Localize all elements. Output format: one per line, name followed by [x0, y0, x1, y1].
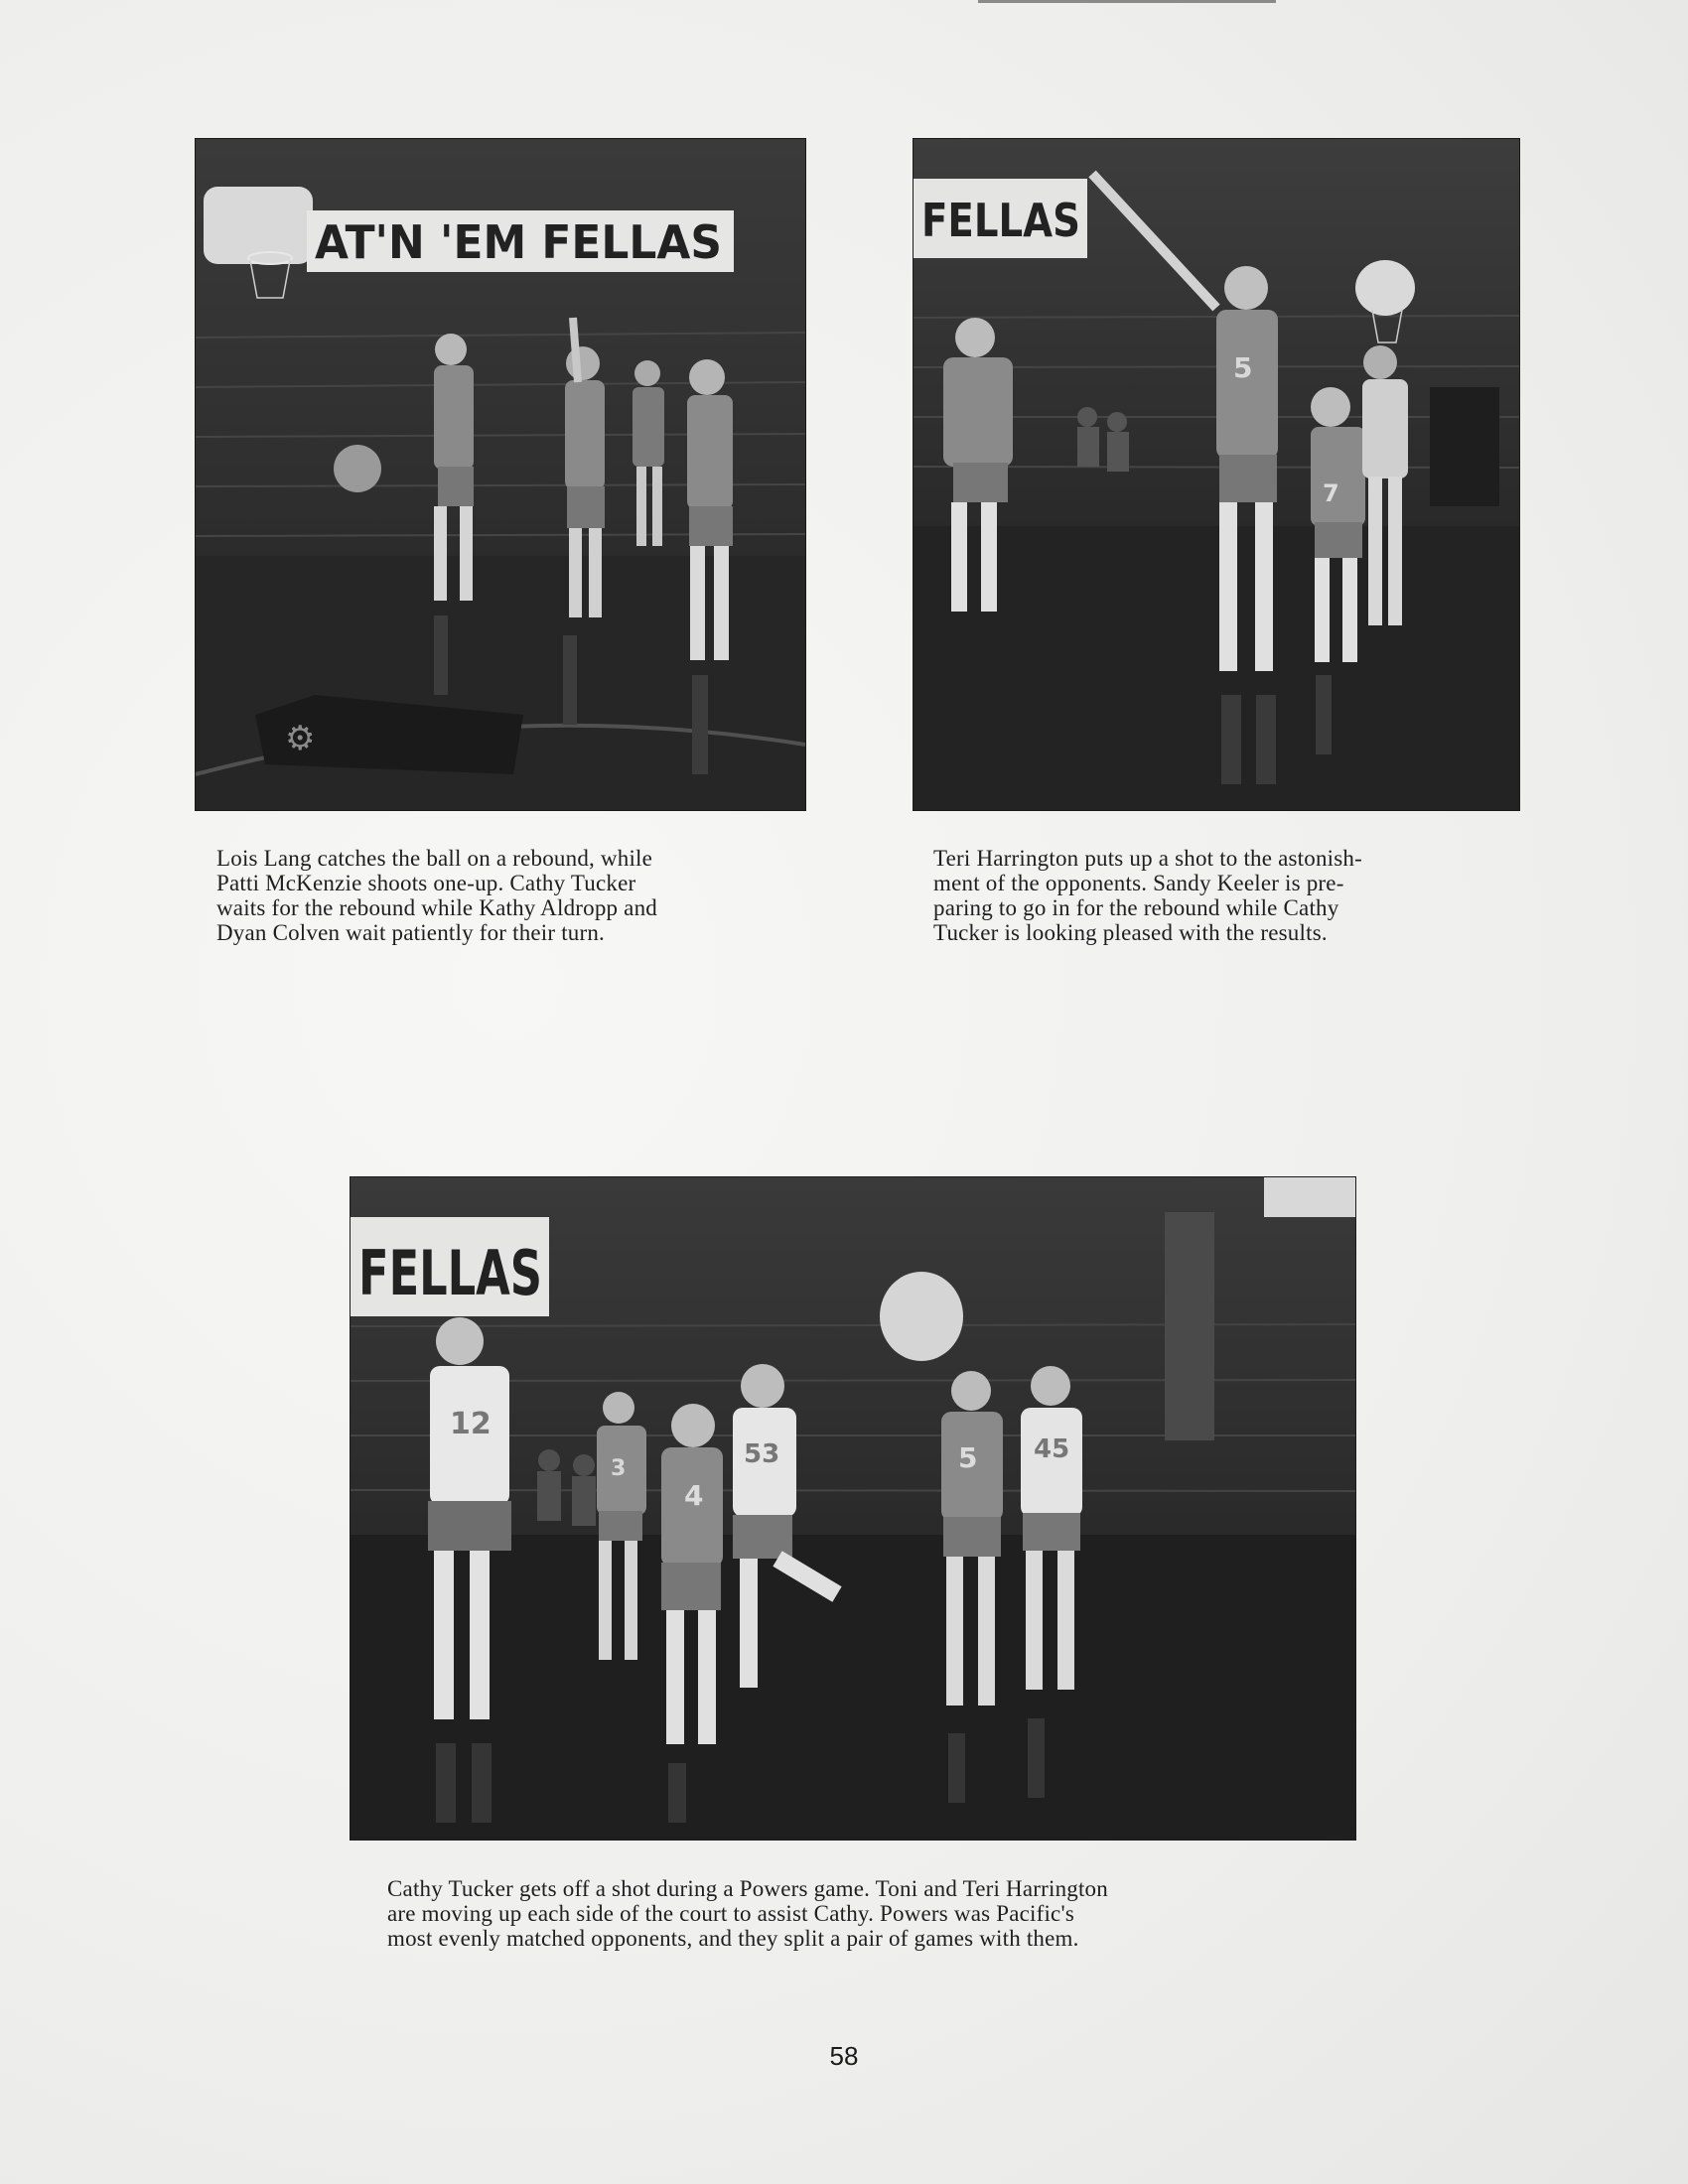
- caption-line: Cathy Tucker gets off a shot during a Powers game. Toni and Teri Harrington: [387, 1876, 1108, 1901]
- overhead-light: [1264, 1177, 1355, 1217]
- jersey-number-7: 7: [1323, 479, 1339, 507]
- caption-line: ment of the opponents. Sandy Keeler is pre-: [933, 871, 1344, 895]
- photo-powers-game: [351, 1177, 1355, 1840]
- backboard-icon: [1355, 260, 1415, 316]
- caption-line: Dyan Colven wait patiently for their turn.: [216, 920, 605, 945]
- floor-logo-graphic: ⚙: [285, 719, 316, 758]
- jersey-number-53: 53: [744, 1439, 780, 1469]
- jersey-number-45: 45: [1034, 1434, 1070, 1464]
- jersey-number-3: 3: [611, 1456, 627, 1481]
- caption-line: Tucker is looking pleased with the results.: [933, 920, 1328, 945]
- backboard-icon: [880, 1272, 963, 1361]
- jersey-number-5: 5: [1233, 351, 1253, 384]
- top-rule: [978, 0, 1276, 3]
- gym-doorway: [1430, 387, 1499, 506]
- caption-line: are moving up each side of the court to assist Cathy. Powers was Pacific's: [387, 1901, 1074, 1926]
- banner-text: AT'N 'EM FELLAS: [315, 215, 722, 269]
- gym-pillar: [1165, 1212, 1214, 1440]
- banner-text: FELLAS: [921, 194, 1080, 247]
- photo-2-caption: [933, 846, 1509, 945]
- caption-line: Teri Harrington puts up a shot to the astonish-: [933, 846, 1362, 871]
- caption-line: waits for the rebound while Kathy Aldropp and: [216, 895, 657, 920]
- photo-1-caption: [216, 846, 792, 945]
- jersey-number-4: 4: [684, 1479, 704, 1512]
- caption-line: Patti McKenzie shoots one-up. Cathy Tucker: [216, 871, 636, 895]
- photo-3-caption: [387, 1876, 1340, 1951]
- photo-2-graphic: [914, 139, 1519, 810]
- jersey-number-12: 12: [450, 1407, 492, 1441]
- caption-line: paring to go in for the rebound while Cathy: [933, 895, 1339, 920]
- photo-basketball-rebound: [196, 139, 805, 810]
- caption-line: Lois Lang catches the ball on a rebound, while: [216, 846, 653, 871]
- banner-text: FELLAS: [358, 1237, 542, 1309]
- photo-1-graphic: [196, 139, 805, 810]
- photo-3-graphic: [351, 1177, 1355, 1840]
- page-number: 58: [829, 2041, 859, 2071]
- basketball-icon: [334, 445, 381, 492]
- jersey-number-5: 5: [958, 1441, 978, 1474]
- caption-line: most evenly matched opponents, and they split a pair of games with them.: [387, 1926, 1079, 1951]
- photo-teri-harrington-shot: [914, 139, 1519, 810]
